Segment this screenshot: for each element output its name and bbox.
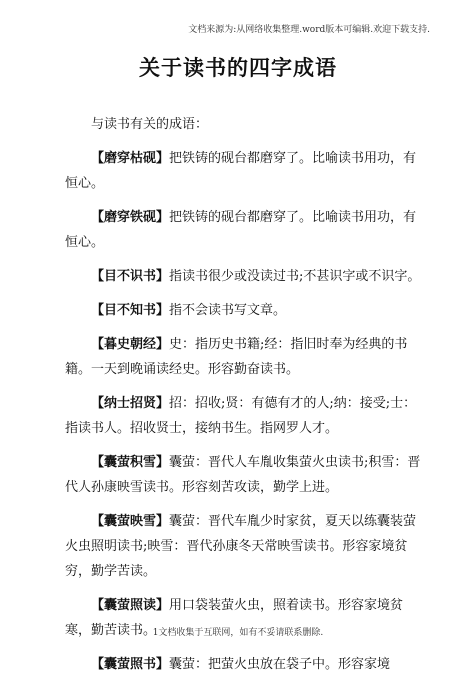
idiom-term: 【目不知书】 (91, 303, 170, 318)
idiom-entry (65, 509, 425, 584)
idiom-definition: 囊萤：把萤火虫放在袋子中。形容家境 (169, 657, 391, 672)
idiom-definition: 囊萤：晋代人车胤收集萤火虫读书;积雪：晋代人孙康映雪读书。形容刻苦攻读，勤学上进。 (65, 455, 421, 495)
document-body (65, 112, 425, 686)
idiom-term: 【囊萤照读】 (91, 598, 170, 613)
idiom-term: 【磨穿铁砚】 (91, 210, 170, 225)
footer-note: 1文档收集于互联网，如有不妥请联系删除. (152, 628, 324, 638)
idiom-term: 【目不识书】 (91, 269, 170, 284)
idiom-entry (65, 205, 425, 255)
idiom-term: 【纳士招贤】 (91, 396, 170, 411)
idiom-entry (65, 146, 425, 196)
idiom-definition: 用口袋装萤火虫，照着读书。形容家境贫寒，勤苦读书。 (65, 598, 404, 638)
idiom-definition: 把铁铸的砚台都磨穿了。比喻读书用功，有恒心。 (65, 210, 417, 250)
idiom-term: 【暮史朝经】 (91, 337, 170, 352)
idiom-term: 【囊萤照书】 (91, 657, 170, 672)
idiom-entry (65, 332, 425, 382)
document-title: 关于读书的四字成语 (139, 55, 337, 80)
idiom-entry (65, 298, 425, 323)
intro-paragraph: 与读书有关的成语： (91, 117, 209, 132)
idiom-term: 【囊萤积雪】 (91, 455, 170, 470)
idiom-definition: 把铁铸的砚台都磨穿了。比喻读书用功，有恒心。 (65, 151, 417, 191)
idiom-definition: 指不会读书写文章。 (169, 303, 287, 318)
idiom-entry (65, 450, 425, 500)
idiom-term: 【磨穿枯砚】 (91, 151, 170, 166)
idiom-term: 【囊萤映雪】 (91, 514, 170, 529)
header-note: 文档来源为:从网络收集整理.word版本可编辑.欢迎下载支持. (188, 25, 430, 35)
idiom-definition: 招：招收;贤：有德有才的人;纳：接受;士：指读书人。招收贤士，接纳书生。指网罗人才。 (65, 396, 417, 436)
idiom-entry (65, 264, 425, 289)
idiom-entry (65, 652, 425, 677)
idiom-entry (65, 391, 425, 441)
idiom-definition: 指读书很少或没读过书;不甚识字或不识字。 (169, 269, 421, 284)
idiom-definition: 史：指历史书籍;经：指旧时奉为经典的书籍。一天到晚诵读经史。形容勤奋读书。 (65, 337, 408, 377)
idiom-definition: 囊萤：晋代车胤少时家贫，夏天以练囊装萤火虫照明读书;映雪：晋代孙康冬天常映雪读书。形容家境贫穷，勤学苦读。 (65, 514, 417, 579)
